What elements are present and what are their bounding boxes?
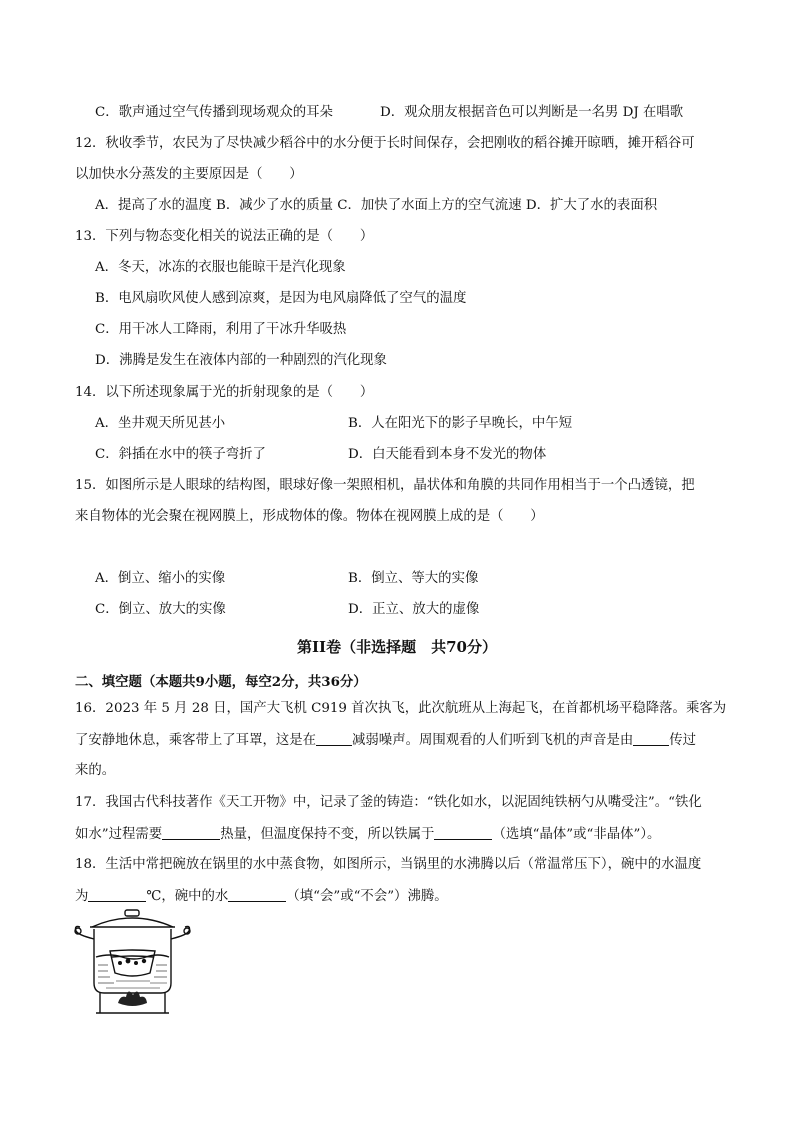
bowl	[110, 950, 155, 976]
q15-option-a: A．倒立、缩小的实像	[95, 571, 226, 586]
q18-blank-2[interactable]	[228, 887, 286, 902]
q13-option-b: B．电风扇吹风使人感到凉爽，是因为电风扇降低了空气的温度	[95, 291, 467, 306]
q13-option-d: D．沸腾是发生在液体内部的一种剧烈的汽化现象	[95, 353, 387, 368]
q17-line2	[75, 825, 660, 844]
q16-line3: 来的。	[75, 763, 116, 778]
q17-blank-2[interactable]	[434, 825, 492, 840]
q15-option-c: C．倒立、放大的实像	[95, 602, 226, 617]
pot-body	[94, 929, 171, 993]
q15-option-b: B．倒立、等大的实像	[348, 571, 479, 586]
q17-line2-text-a: 如水”过程需要	[75, 827, 163, 842]
q12-stem-line2: 以加快水分蒸发的主要原因是（ ）	[75, 167, 303, 182]
q18-line1: 18．生活中常把碗放在锅里的水中蒸食物，如图所示，当锅里的水沸腾以后（常温常压下），碗中的水温度	[75, 857, 702, 872]
steaming-pot-illustration	[70, 905, 195, 1020]
q18-line2-text-b: ℃，碗中的水	[146, 889, 229, 904]
q16-line2-text-c: 传过	[669, 733, 697, 748]
q16-line2	[75, 731, 696, 750]
lid-knob	[125, 910, 139, 916]
q15-option-d: D．正立、放大的虚像	[348, 602, 480, 617]
q16-line2-text-b: 减弱噪声。周围观看的人们听到飞机的声音是由	[352, 733, 634, 748]
q16-line1: 16．2023 年 5 月 28 日，国产大飞机 C919 首次执飞，此次航班从上海起飞，在首都机场平稳降落。乘客为	[75, 701, 727, 716]
q18-line2-text-c: （填“会”或“不会”）沸腾。	[286, 889, 448, 904]
pot-lid	[92, 918, 173, 927]
q12-stem-line1: 12．秋收季节，农民为了尽快减少稻谷中的水分便于长时间保存，会把刚收的稻谷摊开晾晒，摊开稻谷可	[75, 136, 695, 151]
q13-option-c: C．用干冰人工降雨，利用了干冰升华吸热	[95, 322, 347, 337]
q17-line2-text-c: （选填“晶体”或“非晶体”）。	[492, 827, 661, 842]
q16-line2-text-a: 了安静地休息，乘客带上了耳罩，这是在	[75, 733, 317, 748]
q16-blank-2[interactable]	[633, 731, 669, 746]
q13-stem: 13．下列与物态变化相关的说法正确的是（ ）	[75, 229, 374, 244]
q17-line1: 17．我国古代科技著作《天工开物》中，记录了釜的铸造：“铁化如水，以泥固纯铁柄勺从嘴受注”。“铁化	[75, 795, 702, 810]
q17-line2-text-b: 热量，但温度保持不变，所以铁属于	[220, 827, 435, 842]
q14-stem: 14．以下所述现象属于光的折射现象的是（ ）	[75, 385, 374, 400]
q18-line2	[75, 887, 448, 906]
q18-blank-1[interactable]	[88, 887, 146, 902]
section2-heading: 二、填空题（本题共9小题，每空2分，共36分）	[75, 674, 367, 690]
q11-option-d: D．观众朋友根据音色可以判断是一名男 DJ 在唱歌	[380, 105, 684, 120]
q16-blank-1[interactable]	[316, 731, 352, 746]
q18-line2-text-a: 为	[75, 889, 89, 904]
q14-option-b: B．人在阳光下的影子早晚长，中午短	[348, 416, 573, 431]
q14-option-d: D．白天能看到本身不发光的物体	[348, 447, 547, 462]
q15-stem-line2: 来自物体的光会聚在视网膜上，形成物体的像。物体在视网膜上成的是（ ）	[75, 509, 544, 524]
q14-option-c: C．斜插在水中的筷子弯折了	[95, 447, 266, 462]
q17-blank-1[interactable]	[162, 825, 220, 840]
q11-option-c: C．歌声通过空气传播到现场观众的耳朵	[95, 105, 333, 120]
q14-option-a: A．坐井观天所见甚小	[95, 416, 226, 431]
q15-stem-line1: 15．如图所示是人眼球的结构图，眼球好像一架照相机，晶状体和角膜的共同作用相当于一个凸透镜，把	[75, 478, 695, 493]
part2-title: 第II卷（非选择题 共70分）	[297, 638, 497, 656]
q13-option-a: A．冬天，冰冻的衣服也能晾干是汽化现象	[95, 260, 346, 275]
q12-options: A．提高了水的温度 B．减少了水的质量 C．加快了水面上方的空气流速 D．扩大了水的表面积	[95, 198, 658, 213]
